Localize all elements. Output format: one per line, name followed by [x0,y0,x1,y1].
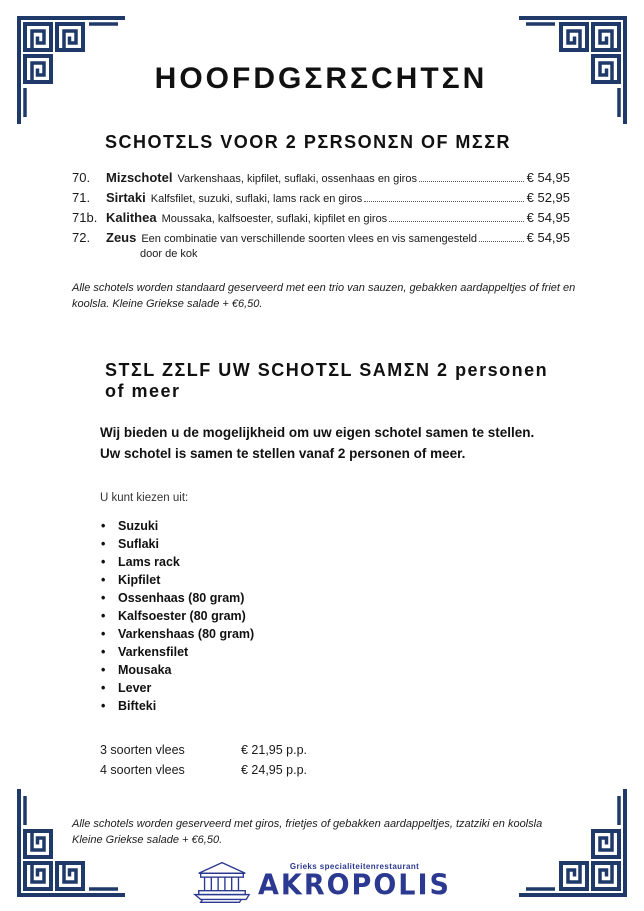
pricing-row [100,743,570,757]
pricing-price: € 21,95 p.p. [241,742,308,757]
menu-item-row [72,210,570,225]
pricing-price: € 24,95 p.p. [241,762,308,777]
bullet-icon: • [101,680,106,695]
dotted-leader [389,210,523,222]
bullet-icon: • [101,590,106,605]
menu-item-number: 72. [72,230,91,245]
bullet-icon: • [101,518,106,533]
section-heading-build-your-own: STΣL ZΣLF UW SCHOTΣL SAMΣN 2 personen of meer [105,359,549,401]
menu-item-price: € 52,95 [526,190,570,205]
menu-item-name: Zeus [106,230,137,245]
acropolis-temple-icon [191,858,253,905]
section-heading-platters: SCHOTΣLS VOOR 2 PΣRSONΣN OF MΣΣR [105,132,512,152]
menu-item-description-continuation: door de kok [140,248,198,260]
per-person-pricing [100,743,570,777]
choose-label: U kunt kiezen uit: [100,491,189,504]
menu-item-price: € 54,95 [526,230,570,245]
intro-line: Uw schotel is samen te stellen vanaf 2 personen of meer. [100,445,466,461]
menu-item-list [72,170,570,260]
menu-item-number: 71. [72,190,91,205]
note-line: Kleine Griekse salade + €6,50. [72,833,223,846]
meat-options-list [101,517,570,715]
list-item: • Kalfsoester (80 gram) [101,608,246,623]
intro-line: Wij bieden u de mogelijkheid om uw eigen schotel samen te stellen. [100,424,535,440]
list-item: • Mousaka [101,662,172,677]
bullet-icon: • [101,608,106,623]
list-item: • Ossenhaas (80 gram) [101,590,245,605]
menu-item-row [72,230,570,245]
note-line: koolsla. Kleine Griekse salade + €6,50. [72,297,263,310]
logo-name: AKROPOLIS [258,869,451,902]
list-item: • Suzuki [101,518,159,533]
restaurant-logo [72,858,570,905]
bullet-icon: • [101,626,106,641]
menu-item-row [72,170,570,185]
dotted-leader [364,190,523,202]
menu-item-description: Moussaka, kalfsoester, suflaki, kipfilet en giros [161,213,388,225]
list-item: • Bifteki [101,698,157,713]
note-line: Alle schotels worden geserveerd met giros, frietjes of gebakken aardappeltjes, tzatziki en koolsla [72,817,543,830]
bullet-icon: • [101,644,106,659]
menu-item-description: Kalfsfilet, suzuki, suflaki, lams rack en giros [150,193,363,205]
menu-item-description: Een combinatie van verschillende soorten vlees en vis samengesteld [141,233,478,245]
menu-item-name: Sirtaki [106,190,146,205]
menu-item-number: 70. [72,170,91,185]
menu-item-name: Mizschotel [106,170,173,185]
menu-item-price: € 54,95 [526,210,570,225]
logo-tagline: Grieks specialiteitenrestaurant [289,861,420,871]
bullet-icon: • [101,698,106,713]
list-item: • Varkenshaas (80 gram) [101,626,255,641]
bullet-icon: • [101,662,106,677]
pricing-label: 3 soorten vlees [100,742,185,757]
bullet-icon: • [101,572,106,587]
logo-text-block [258,862,451,900]
dotted-leader [419,170,524,182]
list-item: • Lever [101,680,152,695]
pricing-row [100,763,570,777]
list-item: • Lams rack [101,554,180,569]
pricing-label: 4 soorten vlees [100,762,185,777]
list-item: • Varkensfilet [101,644,189,659]
bullet-icon: • [101,554,106,569]
menu-item-price: € 54,95 [526,170,570,185]
menu-item-number: 71b. [72,210,98,225]
note-line: Alle schotels worden standaard geserveerd met een trio van sauzen, gebakken aardappeltjes of friet en [72,282,576,294]
list-item: • Kipfilet [101,572,161,587]
platters-serving-note [72,281,576,313]
menu-item-name: Kalithea [106,210,157,225]
builder-intro [100,423,570,465]
page-title: HOOFDGΣRΣCHTΣN [154,62,488,95]
dotted-leader [479,230,524,242]
list-item: • Suflaki [101,536,159,551]
builder-serving-note [72,817,570,849]
bullet-icon: • [101,536,106,551]
menu-item-row [72,190,570,205]
menu-item-description: Varkenshaas, kipfilet, suflaki, ossenhaas en giros [177,173,417,185]
